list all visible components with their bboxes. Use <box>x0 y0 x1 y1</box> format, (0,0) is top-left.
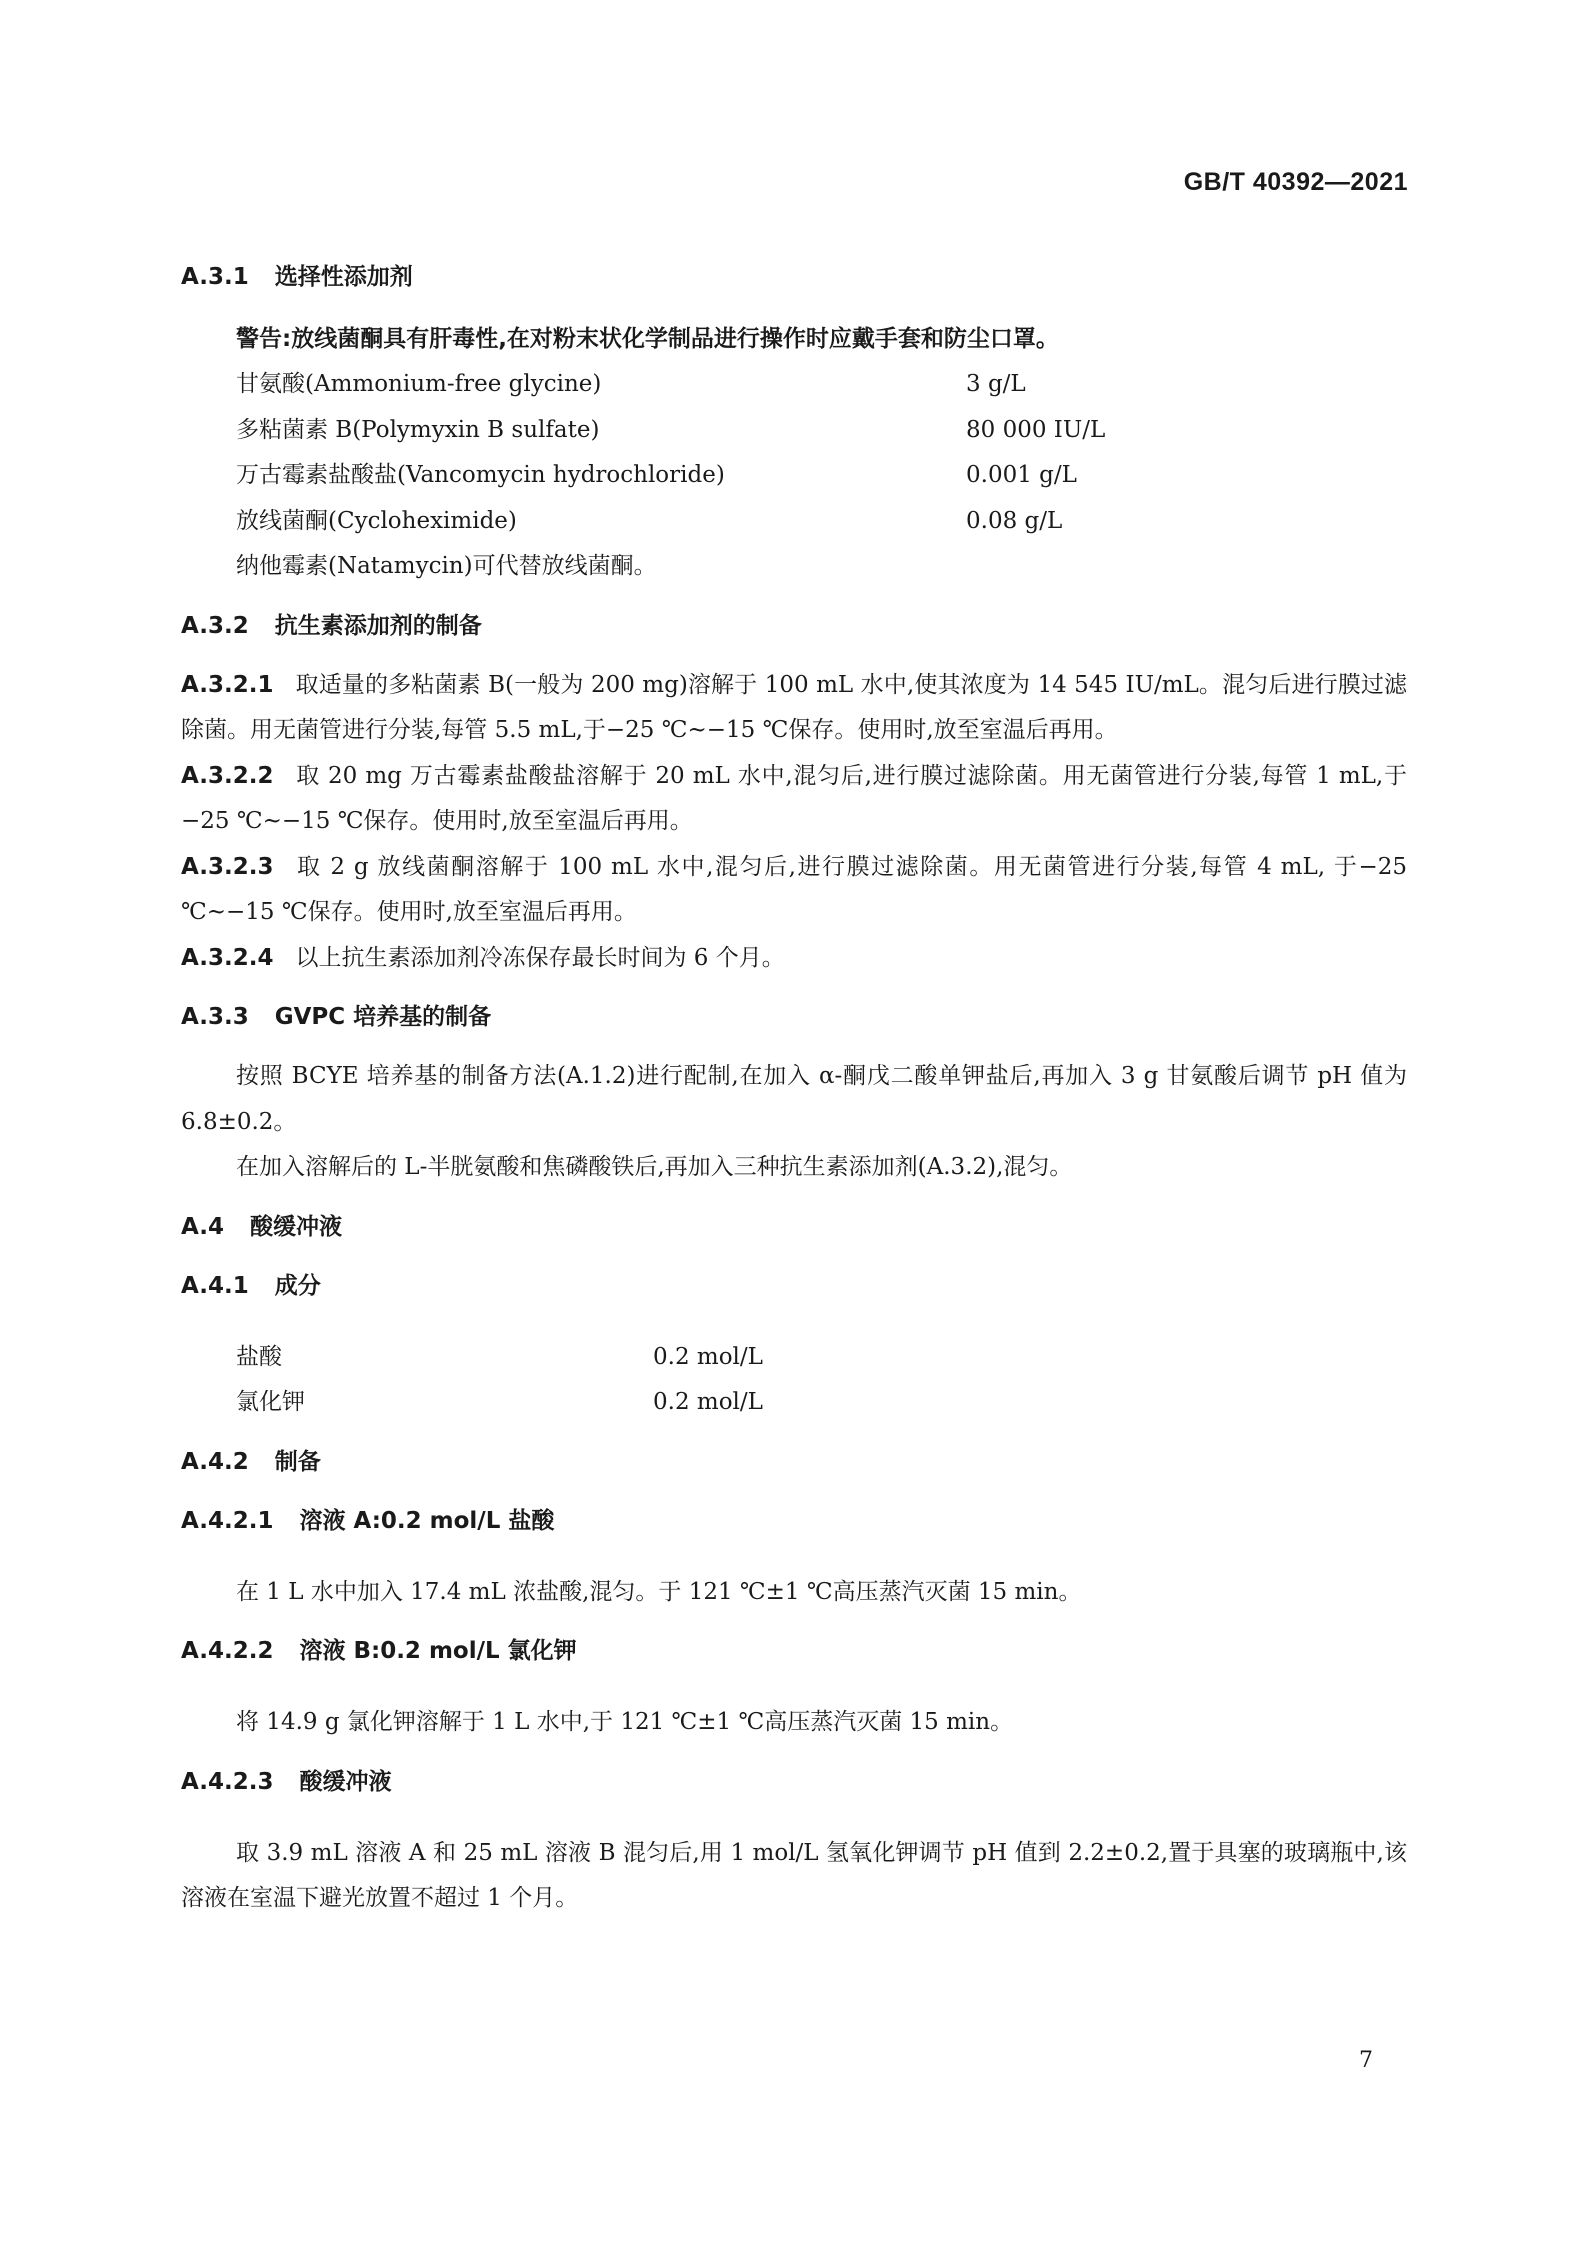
composition-list <box>181 1335 1407 1426</box>
list-item: 甘氨酸(Ammonium-free glycine) 3 g/L <box>236 371 1026 397</box>
list-item: 多粘菌素 B(Polymyxin B sulfate) 80 000 IU/L <box>236 416 1106 443</box>
additive-list <box>181 362 1407 544</box>
heading-a42: A.4.2 制备 <box>181 1448 321 1475</box>
page-content <box>181 258 1407 1922</box>
warning-text: 警告:放线菌酮具有肝毒性,在对粉末状化学制品进行操作时应戴手套和防尘口罩。 <box>236 326 1059 352</box>
heading-a422: A.4.2.2 溶液 B:0.2 mol/L 氯化钾 <box>181 1638 577 1664</box>
heading-a332: A.3.2 抗生素添加剂的制备 <box>181 612 482 639</box>
list-item: 盐酸 0.2 mol/L <box>236 1343 763 1370</box>
note-text: 纳他霉素(Natamycin)可代替放线菌酮。 <box>236 553 657 579</box>
page-number: 7 <box>1359 2048 1373 2073</box>
heading-a333: A.3.3 GVPC 培养基的制备 <box>181 1004 492 1030</box>
heading-a423: A.4.2.3 酸缓冲液 <box>181 1768 392 1795</box>
paragraph-a3321: A.3.2.1 取适量的多粘菌素 B(一般为 200 mg)溶解于 100 mL 水中,使其浓度为 14 545 IU/mL。混匀后进行膜过滤除菌。用无菌管进行分装,每管 5.5 mL,于−25 ℃~−15 ℃保存。使用时,放至室温后再用。 <box>181 671 1407 743</box>
standard-code: GB/T 40392—2021 <box>1183 168 1408 196</box>
list-item: 氯化钾 0.2 mol/L <box>236 1389 763 1415</box>
paragraph-a3324: A.3.2.4 以上抗生素添加剂冷冻保存最长时间为 6 个月。 <box>181 944 785 971</box>
paragraph-a333-1: 按照 BCYE 培养基的制备方法(A.1.2)进行配制,在加入 α-酮戊二酸单钾盐后,再加入 3 g 甘氨酸后调节 pH 值为 6.8±0.2。 <box>181 1063 1407 1135</box>
heading-a421: A.4.2.1 溶液 A:0.2 mol/L 盐酸 <box>181 1507 555 1534</box>
paragraph-a3323: A.3.2.3 取 2 g 放线菌酮溶解于 100 mL 水中,混匀后,进行膜过滤除菌。用无菌管进行分装,每管 4 mL, 于−25 ℃~−15 ℃保存。使用时,放至室温后再用。 <box>181 853 1407 925</box>
list-item: 放线菌酮(Cycloheximide) 0.08 g/L <box>236 507 1063 534</box>
paragraph-a423: 取 3.9 mL 溶液 A 和 25 mL 溶液 B 混匀后,用 1 mol/L 氢氧化钾调节 pH 值到 2.2±0.2,置于具塞的玻璃瓶中,该溶液在室温下避光放置不超过 1 个月。 <box>181 1839 1407 1911</box>
heading-a41: A.4.1 成分 <box>181 1272 321 1299</box>
heading-a4: A.4 酸缓冲液 <box>181 1213 342 1240</box>
paragraph-a3322: A.3.2.2 取 20 mg 万古霉素盐酸盐溶解于 20 mL 水中,混匀后,进行膜过滤除菌。用无菌管进行分装,每管 1 mL,于−25 ℃~−15 ℃保存。使用时,放至室温后再用。 <box>181 762 1407 834</box>
list-item: 万古霉素盐酸盐(Vancomycin hydrochloride) 0.001 g/L <box>236 462 1077 488</box>
paragraph-a333-2: 在加入溶解后的 L-半胱氨酸和焦磷酸铁后,再加入三种抗生素添加剂(A.3.2),混匀。 <box>236 1154 1073 1180</box>
paragraph-a421: 在 1 L 水中加入 17.4 mL 浓盐酸,混匀。于 121 ℃±1 ℃高压蒸汽灭菌 15 min。 <box>236 1578 1082 1605</box>
heading-a331: A.3.1 选择性添加剂 <box>181 264 413 290</box>
paragraph-a422: 将 14.9 g 氯化钾溶解于 1 L 水中,于 121 ℃±1 ℃高压蒸汽灭菌 15 min。 <box>236 1709 1014 1735</box>
